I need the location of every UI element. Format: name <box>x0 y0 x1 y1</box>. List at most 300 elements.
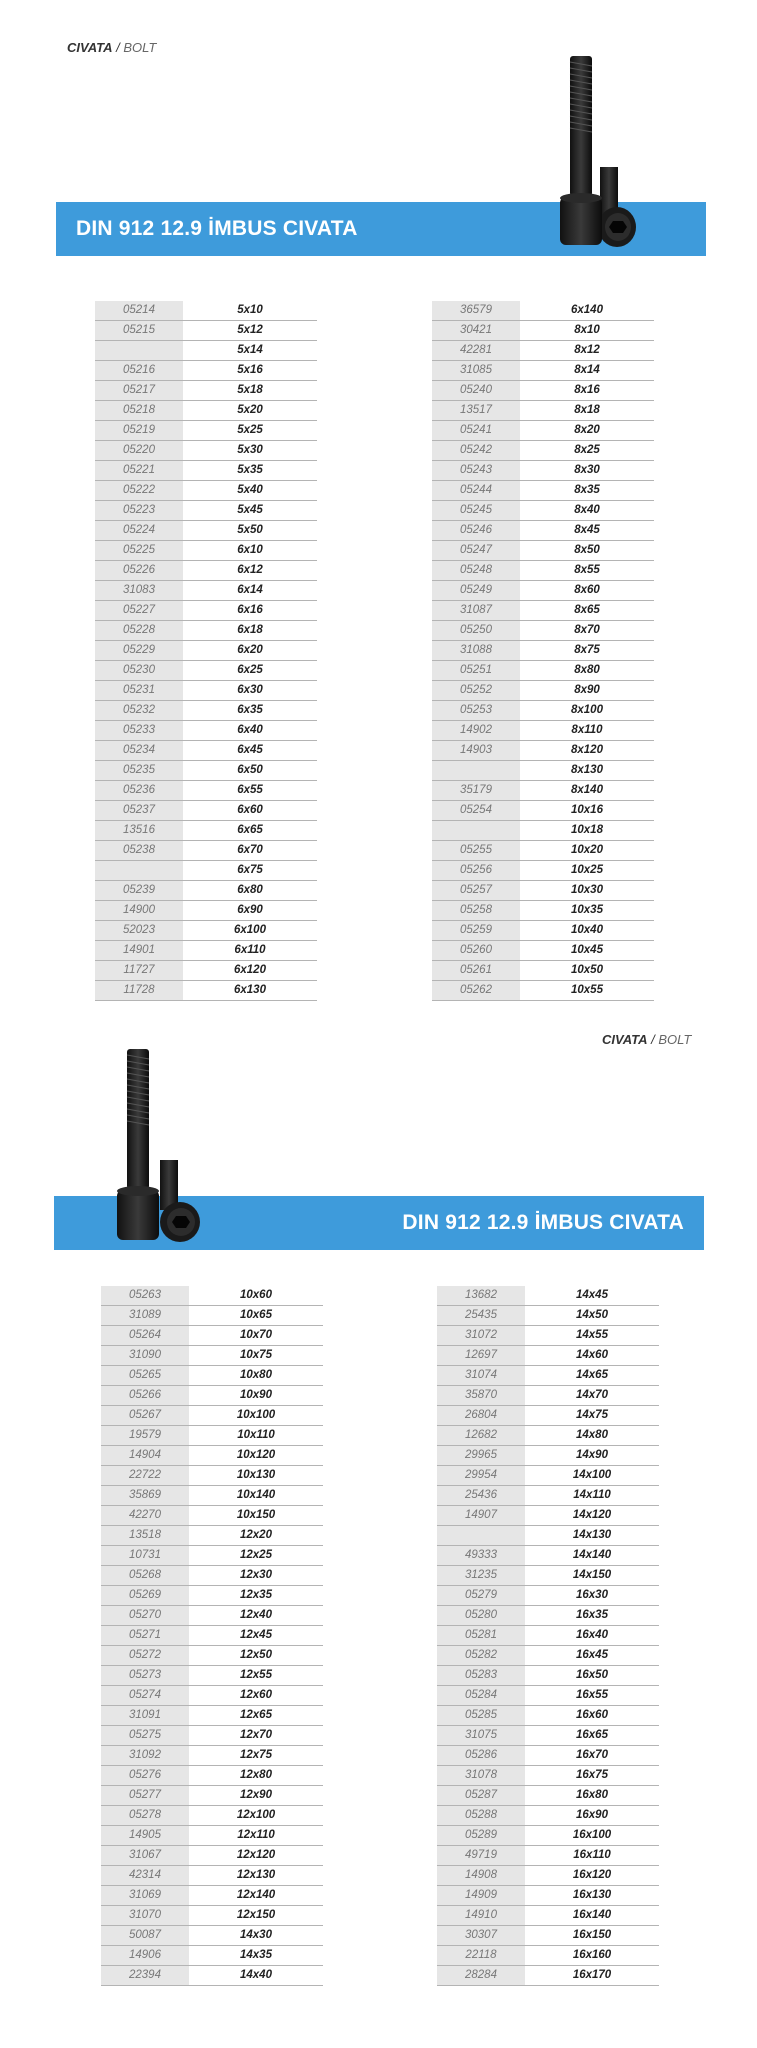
table-row <box>95 801 317 821</box>
product-code: 42314 <box>101 1866 189 1886</box>
product-size: 10x100 <box>189 1406 323 1426</box>
product-size: 6x75 <box>183 861 317 881</box>
product-size: 8x65 <box>520 601 654 621</box>
table-row <box>101 1946 323 1966</box>
product-code: 05216 <box>95 361 183 381</box>
table-row <box>437 1866 659 1886</box>
product-size: 8x20 <box>520 421 654 441</box>
product-size: 10x60 <box>189 1286 323 1306</box>
product-code: 12682 <box>437 1426 525 1446</box>
product-code: 49333 <box>437 1546 525 1566</box>
table-row <box>437 1906 659 1926</box>
product-size: 16x65 <box>525 1726 659 1746</box>
product-size: 10x65 <box>189 1306 323 1326</box>
product-code: 05255 <box>432 841 520 861</box>
table-row <box>432 521 654 541</box>
product-code: 50087 <box>101 1926 189 1946</box>
product-code: 05262 <box>432 981 520 1001</box>
product-code: 05240 <box>432 381 520 401</box>
product-code: 05274 <box>101 1686 189 1706</box>
product-code: 05219 <box>95 421 183 441</box>
product-code: 05265 <box>101 1366 189 1386</box>
product-size: 14x120 <box>525 1506 659 1526</box>
product-code: 14908 <box>437 1866 525 1886</box>
product-code: 22118 <box>437 1946 525 1966</box>
product-size: 8x35 <box>520 481 654 501</box>
product-code: 14907 <box>437 1506 525 1526</box>
product-size: 12x30 <box>189 1566 323 1586</box>
table-row <box>432 401 654 421</box>
product-code: 05264 <box>101 1326 189 1346</box>
table-row <box>437 1506 659 1526</box>
product-code: 13517 <box>432 401 520 421</box>
product-code: 13682 <box>437 1286 525 1306</box>
table-row <box>437 1926 659 1946</box>
table-row <box>432 861 654 881</box>
product-code: 05286 <box>437 1746 525 1766</box>
product-code: 05225 <box>95 541 183 561</box>
product-code: 05248 <box>432 561 520 581</box>
product-size: 14x35 <box>189 1946 323 1966</box>
product-size: 6x120 <box>183 961 317 981</box>
product-size: 8x12 <box>520 341 654 361</box>
table-row <box>437 1286 659 1306</box>
table-row <box>95 781 317 801</box>
product-code: 05246 <box>432 521 520 541</box>
product-code: 22722 <box>101 1466 189 1486</box>
product-code: 12697 <box>437 1346 525 1366</box>
table-row <box>101 1746 323 1766</box>
product-size: 14x30 <box>189 1926 323 1946</box>
product-code: 05289 <box>437 1826 525 1846</box>
product-code: 05220 <box>95 441 183 461</box>
product-size: 6x130 <box>183 981 317 1001</box>
product-size: 6x35 <box>183 701 317 721</box>
product-code: 31067 <box>101 1846 189 1866</box>
table-row <box>432 421 654 441</box>
product-code: 05243 <box>432 461 520 481</box>
table-row <box>432 361 654 381</box>
category-label <box>67 40 156 55</box>
table-row <box>95 501 317 521</box>
product-size: 16x45 <box>525 1646 659 1666</box>
product-size: 16x100 <box>525 1826 659 1846</box>
product-code: 05215 <box>95 321 183 341</box>
product-code: 31078 <box>437 1766 525 1786</box>
product-size: 10x16 <box>520 801 654 821</box>
product-size: 8x70 <box>520 621 654 641</box>
product-size: 8x16 <box>520 381 654 401</box>
product-code <box>95 341 183 361</box>
product-code: 05273 <box>101 1666 189 1686</box>
product-code: 13518 <box>101 1526 189 1546</box>
product-size: 5x10 <box>183 301 317 321</box>
table-row <box>101 1726 323 1746</box>
table-row <box>95 301 317 321</box>
table-row <box>95 341 317 361</box>
table-row <box>95 361 317 381</box>
table-row <box>101 1886 323 1906</box>
category-label <box>602 1032 691 1047</box>
product-code: 05247 <box>432 541 520 561</box>
table-row <box>95 881 317 901</box>
product-code <box>95 861 183 881</box>
product-code: 05250 <box>432 621 520 641</box>
table-row <box>101 1786 323 1806</box>
product-size: 8x50 <box>520 541 654 561</box>
product-code: 05235 <box>95 761 183 781</box>
product-size: 8x80 <box>520 661 654 681</box>
product-size: 10x30 <box>520 881 654 901</box>
product-code: 30421 <box>432 321 520 341</box>
table-row <box>432 301 654 321</box>
product-code: 28284 <box>437 1966 525 1986</box>
table-row <box>437 1746 659 1766</box>
table-row <box>101 1526 323 1546</box>
product-size: 14x50 <box>525 1306 659 1326</box>
product-size: 16x140 <box>525 1906 659 1926</box>
product-size: 10x50 <box>520 961 654 981</box>
table-row <box>437 1826 659 1846</box>
table-row <box>95 601 317 621</box>
table-row <box>95 621 317 641</box>
table-row <box>437 1646 659 1666</box>
product-code: 14904 <box>101 1446 189 1466</box>
table-row <box>437 1466 659 1486</box>
product-code: 05282 <box>437 1646 525 1666</box>
product-size: 10x130 <box>189 1466 323 1486</box>
product-size: 12x40 <box>189 1606 323 1626</box>
table-row <box>437 1606 659 1626</box>
table-row <box>437 1806 659 1826</box>
table-row <box>432 381 654 401</box>
product-code: 42281 <box>432 341 520 361</box>
table-row <box>95 721 317 741</box>
table-row <box>432 941 654 961</box>
table-row <box>437 1766 659 1786</box>
product-code: 10731 <box>101 1546 189 1566</box>
table-row <box>95 821 317 841</box>
product-code: 05269 <box>101 1586 189 1606</box>
product-code: 05256 <box>432 861 520 881</box>
product-code: 14901 <box>95 941 183 961</box>
table-row <box>95 981 317 1001</box>
table-row <box>101 1326 323 1346</box>
product-size: 8x100 <box>520 701 654 721</box>
product-code: 31085 <box>432 361 520 381</box>
product-size: 6x20 <box>183 641 317 661</box>
product-size: 6x65 <box>183 821 317 841</box>
product-size: 14x80 <box>525 1426 659 1446</box>
product-code: 05227 <box>95 601 183 621</box>
product-code: 05222 <box>95 481 183 501</box>
table-row <box>432 841 654 861</box>
product-code: 05280 <box>437 1606 525 1626</box>
product-code: 05284 <box>437 1686 525 1706</box>
product-size: 8x14 <box>520 361 654 381</box>
product-code: 05231 <box>95 681 183 701</box>
table-row <box>432 901 654 921</box>
table-row <box>101 1826 323 1846</box>
product-size: 12x150 <box>189 1906 323 1926</box>
table-row <box>432 461 654 481</box>
product-code: 05263 <box>101 1286 189 1306</box>
product-size: 6x45 <box>183 741 317 761</box>
product-size: 10x120 <box>189 1446 323 1466</box>
table-row <box>95 741 317 761</box>
product-code: 29954 <box>437 1466 525 1486</box>
product-size: 8x120 <box>520 741 654 761</box>
product-code: 05232 <box>95 701 183 721</box>
product-size: 16x160 <box>525 1946 659 1966</box>
product-size: 16x30 <box>525 1586 659 1606</box>
product-code: 31235 <box>437 1566 525 1586</box>
table-row <box>101 1566 323 1586</box>
product-size: 10x45 <box>520 941 654 961</box>
product-code: 05226 <box>95 561 183 581</box>
table-row <box>95 661 317 681</box>
table-row <box>437 1326 659 1346</box>
product-code: 05245 <box>432 501 520 521</box>
product-size: 6x10 <box>183 541 317 561</box>
product-code: 14902 <box>432 721 520 741</box>
product-size: 10x35 <box>520 901 654 921</box>
product-code <box>432 821 520 841</box>
table-row <box>432 761 654 781</box>
product-code: 42270 <box>101 1506 189 1526</box>
product-code: 13516 <box>95 821 183 841</box>
product-size: 10x25 <box>520 861 654 881</box>
table-row <box>437 1386 659 1406</box>
product-size: 16x110 <box>525 1846 659 1866</box>
product-code: 31069 <box>101 1886 189 1906</box>
product-code: 05229 <box>95 641 183 661</box>
product-code: 52023 <box>95 921 183 941</box>
product-code: 05277 <box>101 1786 189 1806</box>
table-row <box>437 1586 659 1606</box>
product-code: 05275 <box>101 1726 189 1746</box>
table-row <box>432 741 654 761</box>
product-size: 5x12 <box>183 321 317 341</box>
product-code: 31075 <box>437 1726 525 1746</box>
product-size: 6x16 <box>183 601 317 621</box>
table-row <box>101 1926 323 1946</box>
table-row <box>437 1526 659 1546</box>
bolt-image <box>115 1045 215 1250</box>
product-code: 05242 <box>432 441 520 461</box>
product-size: 6x110 <box>183 941 317 961</box>
product-size: 10x70 <box>189 1326 323 1346</box>
table-row <box>95 421 317 441</box>
table-row <box>437 1446 659 1466</box>
product-code: 05237 <box>95 801 183 821</box>
table-row <box>437 1706 659 1726</box>
product-size: 8x140 <box>520 781 654 801</box>
table-row <box>101 1586 323 1606</box>
product-size: 8x55 <box>520 561 654 581</box>
category-en: BOLT <box>123 40 157 55</box>
table-row <box>432 801 654 821</box>
product-code: 05223 <box>95 501 183 521</box>
table-row <box>101 1386 323 1406</box>
product-size: 5x30 <box>183 441 317 461</box>
category-separator: / <box>651 1032 655 1047</box>
table-row <box>101 1346 323 1366</box>
product-size: 14x40 <box>189 1966 323 1986</box>
product-size: 16x50 <box>525 1666 659 1686</box>
product-code: 05268 <box>101 1566 189 1586</box>
product-code: 49719 <box>437 1846 525 1866</box>
spec-table-right <box>432 301 654 1001</box>
table-row <box>95 581 317 601</box>
product-code: 05224 <box>95 521 183 541</box>
table-row <box>101 1506 323 1526</box>
product-size: 16x40 <box>525 1626 659 1646</box>
spec-table-left <box>95 301 317 1001</box>
product-size: 10x40 <box>520 921 654 941</box>
table-row <box>432 661 654 681</box>
category-tr: CIVATA <box>602 1032 648 1047</box>
product-code: 05288 <box>437 1806 525 1826</box>
banner-title: DIN 912 12.9 İMBUS CIVATA <box>402 1211 684 1234</box>
product-code: 05267 <box>101 1406 189 1426</box>
table-row <box>432 641 654 661</box>
table-row <box>101 1706 323 1726</box>
product-code: 11727 <box>95 961 183 981</box>
table-row <box>95 681 317 701</box>
table-row <box>432 981 654 1001</box>
table-row <box>437 1946 659 1966</box>
table-row <box>432 881 654 901</box>
product-size: 14x130 <box>525 1526 659 1546</box>
product-code: 05278 <box>101 1806 189 1826</box>
product-size: 10x150 <box>189 1506 323 1526</box>
product-size: 10x110 <box>189 1426 323 1446</box>
table-row <box>101 1806 323 1826</box>
table-row <box>432 481 654 501</box>
product-code: 05281 <box>437 1626 525 1646</box>
product-code: 31092 <box>101 1746 189 1766</box>
table-row <box>432 821 654 841</box>
table-row <box>432 561 654 581</box>
table-row <box>95 321 317 341</box>
table-row <box>437 1686 659 1706</box>
product-code: 05252 <box>432 681 520 701</box>
table-row <box>101 1446 323 1466</box>
product-size: 14x90 <box>525 1446 659 1466</box>
product-size: 12x45 <box>189 1626 323 1646</box>
product-size: 8x45 <box>520 521 654 541</box>
product-code: 14900 <box>95 901 183 921</box>
table-row <box>437 1846 659 1866</box>
product-size: 10x20 <box>520 841 654 861</box>
product-size: 6x140 <box>520 301 654 321</box>
product-size: 12x130 <box>189 1866 323 1886</box>
product-size: 8x40 <box>520 501 654 521</box>
table-row <box>101 1426 323 1446</box>
table-row <box>101 1626 323 1646</box>
table-row <box>432 581 654 601</box>
table-row <box>95 861 317 881</box>
table-row <box>95 461 317 481</box>
spec-table-right <box>437 1286 659 1986</box>
table-row <box>432 601 654 621</box>
product-code: 05272 <box>101 1646 189 1666</box>
table-row <box>101 1546 323 1566</box>
product-size: 12x70 <box>189 1726 323 1746</box>
product-code: 26804 <box>437 1406 525 1426</box>
product-size: 8x90 <box>520 681 654 701</box>
product-size: 12x65 <box>189 1706 323 1726</box>
product-size: 8x10 <box>520 321 654 341</box>
product-size: 12x35 <box>189 1586 323 1606</box>
product-code: 05218 <box>95 401 183 421</box>
table-row <box>101 1666 323 1686</box>
product-code: 11728 <box>95 981 183 1001</box>
table-row <box>101 1606 323 1626</box>
table-row <box>101 1366 323 1386</box>
product-size: 8x18 <box>520 401 654 421</box>
product-size: 6x100 <box>183 921 317 941</box>
table-row <box>432 341 654 361</box>
product-code: 05261 <box>432 961 520 981</box>
table-row <box>437 1486 659 1506</box>
table-row <box>95 961 317 981</box>
table-row <box>101 1846 323 1866</box>
product-size: 6x90 <box>183 901 317 921</box>
table-row <box>95 921 317 941</box>
product-size: 6x14 <box>183 581 317 601</box>
product-size: 5x16 <box>183 361 317 381</box>
table-row <box>432 681 654 701</box>
product-size: 6x30 <box>183 681 317 701</box>
table-row <box>101 1866 323 1886</box>
product-size: 8x25 <box>520 441 654 461</box>
product-size: 12x110 <box>189 1826 323 1846</box>
product-code: 05234 <box>95 741 183 761</box>
product-size: 5x50 <box>183 521 317 541</box>
product-size: 12x75 <box>189 1746 323 1766</box>
product-size: 6x55 <box>183 781 317 801</box>
product-size: 12x100 <box>189 1806 323 1826</box>
product-code: 05217 <box>95 381 183 401</box>
table-row <box>437 1626 659 1646</box>
product-size: 10x18 <box>520 821 654 841</box>
product-code: 05287 <box>437 1786 525 1806</box>
product-code: 35869 <box>101 1486 189 1506</box>
product-code: 31088 <box>432 641 520 661</box>
banner-title: DIN 912 12.9 İMBUS CIVATA <box>76 217 358 240</box>
product-size: 16x90 <box>525 1806 659 1826</box>
product-code: 05253 <box>432 701 520 721</box>
product-code: 05233 <box>95 721 183 741</box>
table-row <box>95 901 317 921</box>
product-size: 8x60 <box>520 581 654 601</box>
table-row <box>432 781 654 801</box>
product-size: 6x12 <box>183 561 317 581</box>
table-row <box>437 1306 659 1326</box>
spec-table-left <box>101 1286 323 1986</box>
product-code: 36579 <box>432 301 520 321</box>
table-row <box>95 761 317 781</box>
product-size: 12x25 <box>189 1546 323 1566</box>
product-code: 31083 <box>95 581 183 601</box>
product-code: 31089 <box>101 1306 189 1326</box>
product-size: 6x60 <box>183 801 317 821</box>
product-size: 14x150 <box>525 1566 659 1586</box>
product-code: 05249 <box>432 581 520 601</box>
product-size: 16x60 <box>525 1706 659 1726</box>
